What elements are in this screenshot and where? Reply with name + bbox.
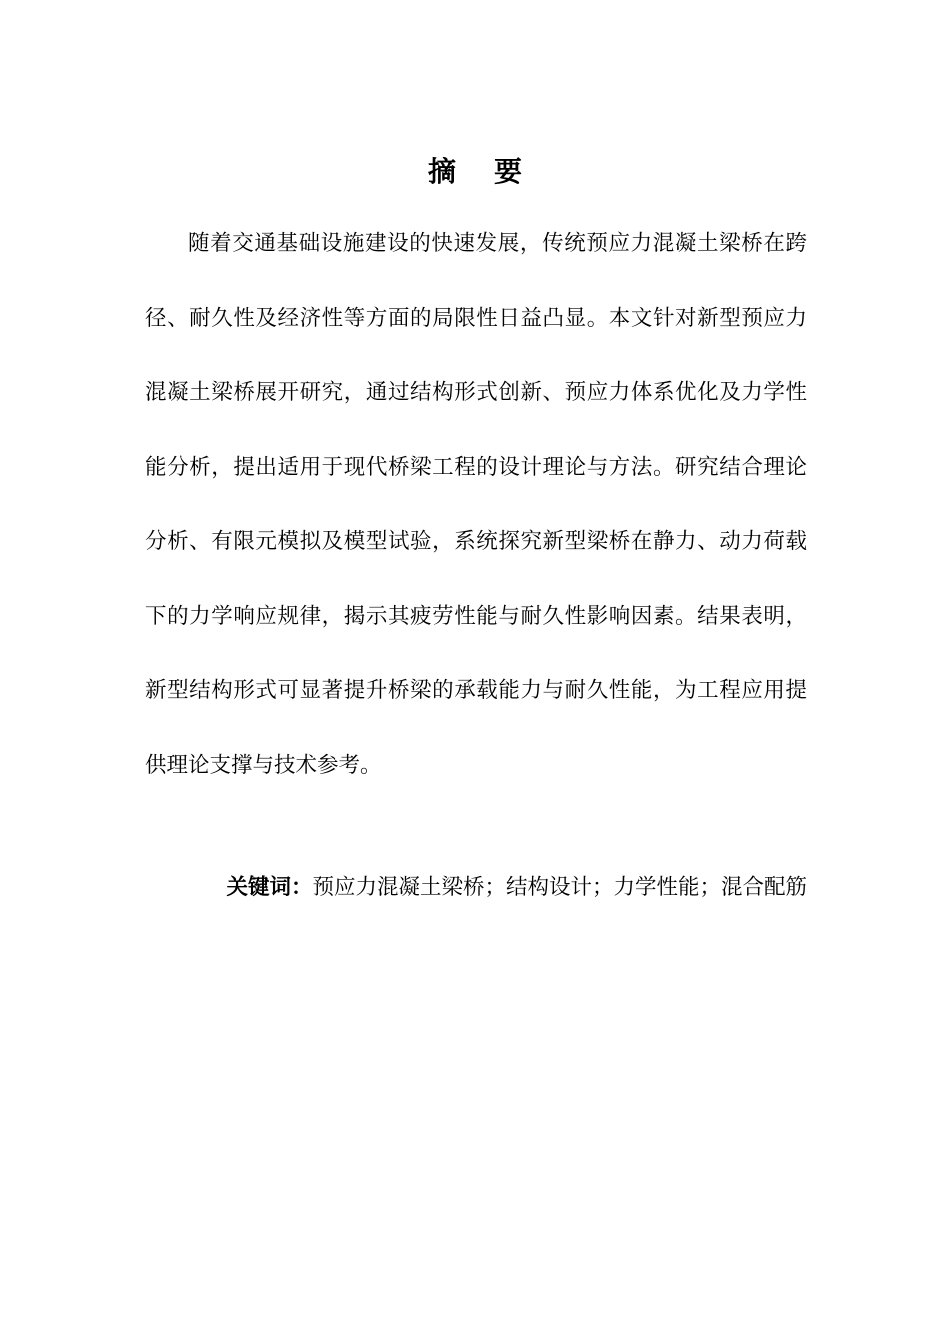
- abstract-line: 能分析，提出适用于现代桥梁工程的设计理论与方法。研究结合理论: [145, 454, 807, 480]
- abstract-title-char-2: 要: [494, 155, 523, 188]
- abstract-title-char-1: 摘: [427, 155, 456, 188]
- keywords-label: 关键词：: [226, 875, 313, 900]
- abstract-line: 分析、有限元模拟及模型试验，系统探究新型梁桥在静力、动力荷载: [145, 529, 807, 554]
- keywords-line: [145, 866, 807, 910]
- abstract-title: [0, 150, 950, 194]
- abstract-line: 新型结构形式可显著提升桥梁的承载能力与耐久性能，为工程应用提: [145, 678, 807, 703]
- abstract-body: [145, 222, 807, 818]
- keywords-text: 预应力混凝土梁桥；结构设计；力学性能；混合配筋: [312, 875, 807, 900]
- abstract-line: 供理论支撑与技术参考。: [145, 752, 382, 778]
- abstract-line: 下的力学响应规律，揭示其疲劳性能与耐久性影响因素。结果表明，: [145, 603, 807, 629]
- abstract-line: 混凝土梁桥展开研究，通过结构形式创新、预应力体系优化及力学性: [145, 380, 807, 405]
- abstract-line: 随着交通基础设施建设的快速发展，传统预应力混凝土梁桥在跨: [188, 231, 807, 256]
- abstract-line: 径、耐久性及经济性等方面的局限性日益凸显。本文针对新型预应力: [145, 305, 807, 331]
